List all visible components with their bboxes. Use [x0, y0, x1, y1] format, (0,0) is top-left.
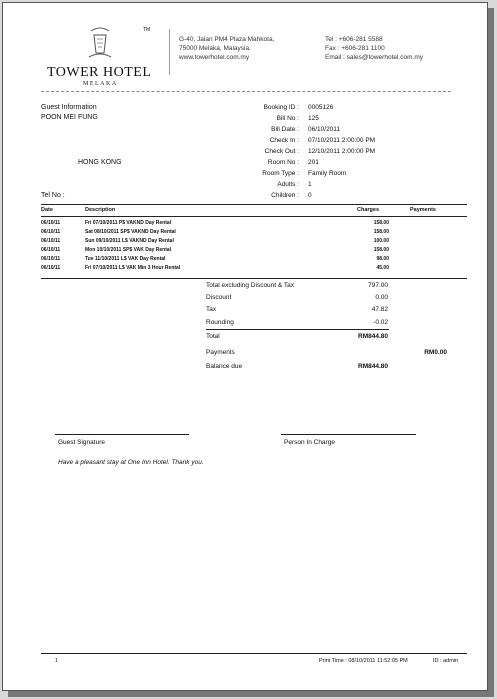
- row-date: 06/10/11: [41, 256, 61, 262]
- hotel-fax: Fax : +606-281 1100: [325, 45, 385, 52]
- room-type-value: Family Room: [308, 170, 347, 177]
- person-in-charge-label: Person In Charge: [284, 439, 335, 446]
- subtotal-label: Total excluding Discount & Tax: [206, 282, 295, 289]
- payments-value: RM0.00: [424, 349, 447, 356]
- person-in-charge-line: [281, 434, 416, 435]
- row-charges: 98.00: [376, 256, 389, 262]
- footer-rule: [41, 653, 467, 654]
- row-description: Fri 07/10/2011 P$ VAKND Day Rental: [85, 220, 172, 226]
- hotel-website[interactable]: www.towerhotel.com.my: [179, 54, 250, 61]
- hotel-logo-icon: [85, 23, 115, 63]
- invoice-page: [2, 2, 488, 691]
- header-rule: [41, 91, 451, 92]
- rounding-label: Rounding: [206, 319, 234, 326]
- row-description: Sun 09/10/2011 L$ VAKND Day Rental: [85, 238, 174, 244]
- row-description: Tue 11/10/2011 L$ VAK Day Rental: [85, 256, 166, 262]
- col-header-description: Description: [85, 207, 116, 213]
- row-date: 06/10/11: [41, 229, 61, 235]
- bill-no-label: Bill No :: [276, 115, 299, 122]
- table-top-rule: [41, 204, 467, 205]
- closing-note: Have a pleasant stay at One Inn Hotel. Thank you.: [58, 459, 204, 466]
- row-date: 06/10/11: [41, 265, 61, 271]
- booking-id-label: Booking ID :: [263, 104, 299, 111]
- room-no-label: Room No :: [267, 159, 299, 166]
- total-value: RM844.80: [358, 333, 388, 340]
- total-label: Total: [206, 333, 220, 340]
- row-date: 06/10/11: [41, 220, 61, 226]
- table-header-rule: [41, 216, 467, 217]
- col-header-date: Date: [41, 207, 53, 213]
- check-out-value: 12/10/2011 2:00:00 PM: [308, 148, 376, 155]
- hotel-address: [179, 35, 274, 62]
- col-header-charges: Charges: [357, 207, 380, 213]
- row-charges: 100.00: [373, 238, 389, 244]
- guest-name: POON MEI FUNG: [41, 114, 98, 121]
- guest-signature-line: [55, 434, 189, 435]
- trademark-mark: TM: [143, 27, 151, 33]
- table-bottom-rule: [41, 278, 467, 279]
- rounding-value: -0.02: [373, 319, 388, 326]
- page-number: 1: [55, 658, 59, 664]
- discount-label: Discount: [206, 294, 232, 301]
- check-in-label: Check In :: [269, 137, 299, 144]
- discount-value: 0.00: [375, 294, 388, 301]
- hotel-name: TOWER HOTEL: [47, 65, 152, 80]
- subtotal-value: 797.00: [368, 282, 388, 289]
- tax-label: Tax: [206, 306, 217, 313]
- row-date: 06/10/11: [41, 238, 61, 244]
- address-line-1: G-40, Jalan PM4 Plaza Mahkota,: [179, 36, 275, 43]
- children-value: 0: [308, 192, 312, 199]
- header-divider: [169, 29, 170, 75]
- totals-rule: [206, 329, 389, 330]
- print-time: Print Time : 08/10/2011 11:52:05 PM: [319, 658, 408, 664]
- bill-no-value: 125: [308, 115, 319, 122]
- col-header-payments: Payments: [410, 207, 436, 213]
- guest-tel-label: Tel No :: [41, 192, 65, 199]
- bill-date-label: Bill Date :: [271, 126, 299, 133]
- address-line-2: 75000 Melaka, Malaysia.: [179, 45, 251, 52]
- booking-id-value: 0005126: [308, 104, 334, 111]
- adults-value: 1: [308, 181, 312, 188]
- row-date: 06/10/11: [41, 247, 61, 253]
- guest-info-heading: Guest Information: [41, 104, 97, 111]
- hotel-contact: [325, 35, 423, 62]
- check-out-label: Check Out :: [264, 148, 299, 155]
- check-in-value: 07/10/2011 2:00:00 PM: [308, 137, 376, 144]
- adults-label: Adults :: [277, 181, 299, 188]
- payments-label: Payments: [206, 349, 235, 356]
- guest-country: HONG KONG: [78, 159, 122, 166]
- bill-date-value: 06/10/2011: [308, 126, 341, 133]
- balance-due-label: Balance due: [206, 363, 243, 370]
- row-charges: 158.00: [373, 229, 389, 235]
- row-description: Mon 10/10/2011 SP$ VAK Day Rental: [85, 247, 172, 253]
- hotel-email[interactable]: Email : sales@towerhotel.com.my: [325, 54, 423, 61]
- row-charges: 158.00: [373, 220, 389, 226]
- printed-by-id: ID : admin: [433, 658, 459, 664]
- guest-signature-label: Guest Signature: [58, 439, 105, 446]
- row-charges: 45.00: [376, 265, 389, 271]
- tax-value: 47.82: [371, 306, 388, 313]
- children-label: Children :: [271, 192, 299, 199]
- hotel-tel: Tel : +606-281 5588: [325, 36, 383, 43]
- room-type-label: Room Type :: [262, 170, 299, 177]
- row-description: Fri 07/10/2011 L$ VAK Min 3 Hour Rental: [85, 265, 181, 271]
- row-charges: 158.00: [373, 247, 389, 253]
- hotel-location: MELAKA: [83, 81, 118, 87]
- room-no-value: 201: [308, 159, 319, 166]
- balance-due-value: RM844.80: [358, 363, 388, 370]
- row-description: Sat 08/10/2011 SP$ VAKND Day Rental: [85, 229, 176, 235]
